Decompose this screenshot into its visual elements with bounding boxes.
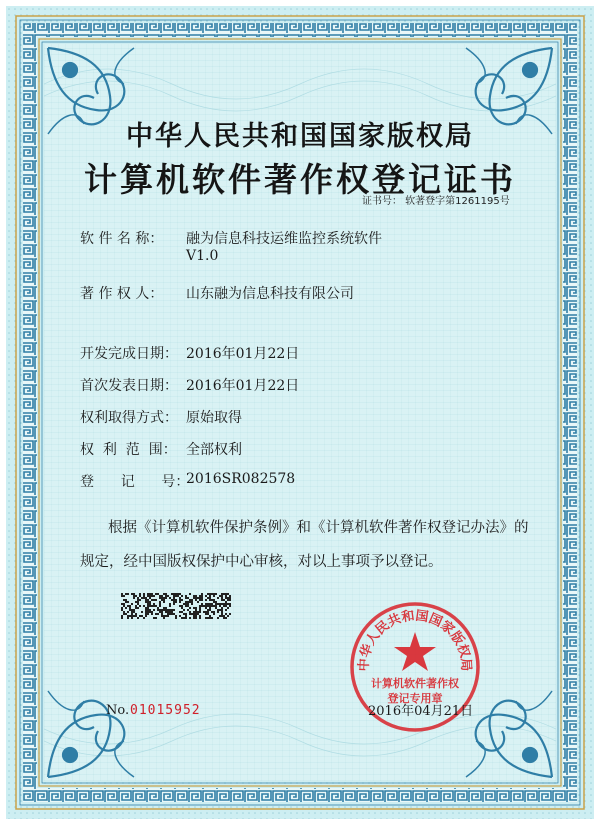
field-value-publish-date: 2016年01月22日 [186, 378, 300, 394]
field-label-rights-scope: 权 利 范 围： [80, 442, 177, 458]
field-value-acquisition-method: 原始取得 [186, 410, 242, 426]
statement-line-1: 根据《计算机软件保护条例》和《计算机软件著作权登记办法》的 [108, 520, 529, 536]
certificate-title: 计算机软件著作权登记证书 [84, 160, 516, 199]
serial-number: 01015952 [130, 703, 201, 718]
statement-line-2: 规定，经中国版权保护中心审核，对以上事项予以登记。 [80, 554, 443, 570]
field-label-publish-date: 首次发表日期： [80, 378, 178, 394]
field-value-registration-number: 2016SR082578 [186, 471, 296, 487]
field-value-completion-date: 2016年01月22日 [186, 346, 300, 362]
field-value-rights-scope: 全部权利 [186, 442, 242, 458]
field-label-software-name: 软 件 名 称： [80, 231, 164, 247]
certificate-number: 证书号： 软著登字第1261195号 [362, 196, 510, 207]
field-value-copyright-owner: 山东融为信息科技有限公司 [186, 286, 354, 302]
field-value-software-name: 融为信息科技运维监控系统软件 [186, 231, 382, 247]
field-label-completion-date: 开发完成日期： [80, 346, 178, 362]
seal-line-2: 登记专用章 [387, 692, 443, 705]
field-label-copyright-owner: 著 作 权 人： [80, 286, 164, 302]
certificate [6, 6, 594, 819]
seal-ring-text: 中华人民共和国国家版权局 [356, 608, 474, 672]
field-label-acquisition-method: 权利取得方式： [80, 410, 178, 426]
field-value-software-version: V1.0 [186, 248, 219, 264]
seal-line-1: 计算机软件著作权 [371, 677, 459, 690]
serial-label: No. [106, 703, 130, 718]
2d-barcode [121, 593, 231, 619]
issuing-authority: 中华人民共和国国家版权局 [126, 121, 474, 152]
issue-date: 2016年04月21日 [368, 704, 474, 719]
field-label-registration-number: 登 记 号： [80, 474, 190, 490]
seal-star-icon [394, 632, 436, 671]
